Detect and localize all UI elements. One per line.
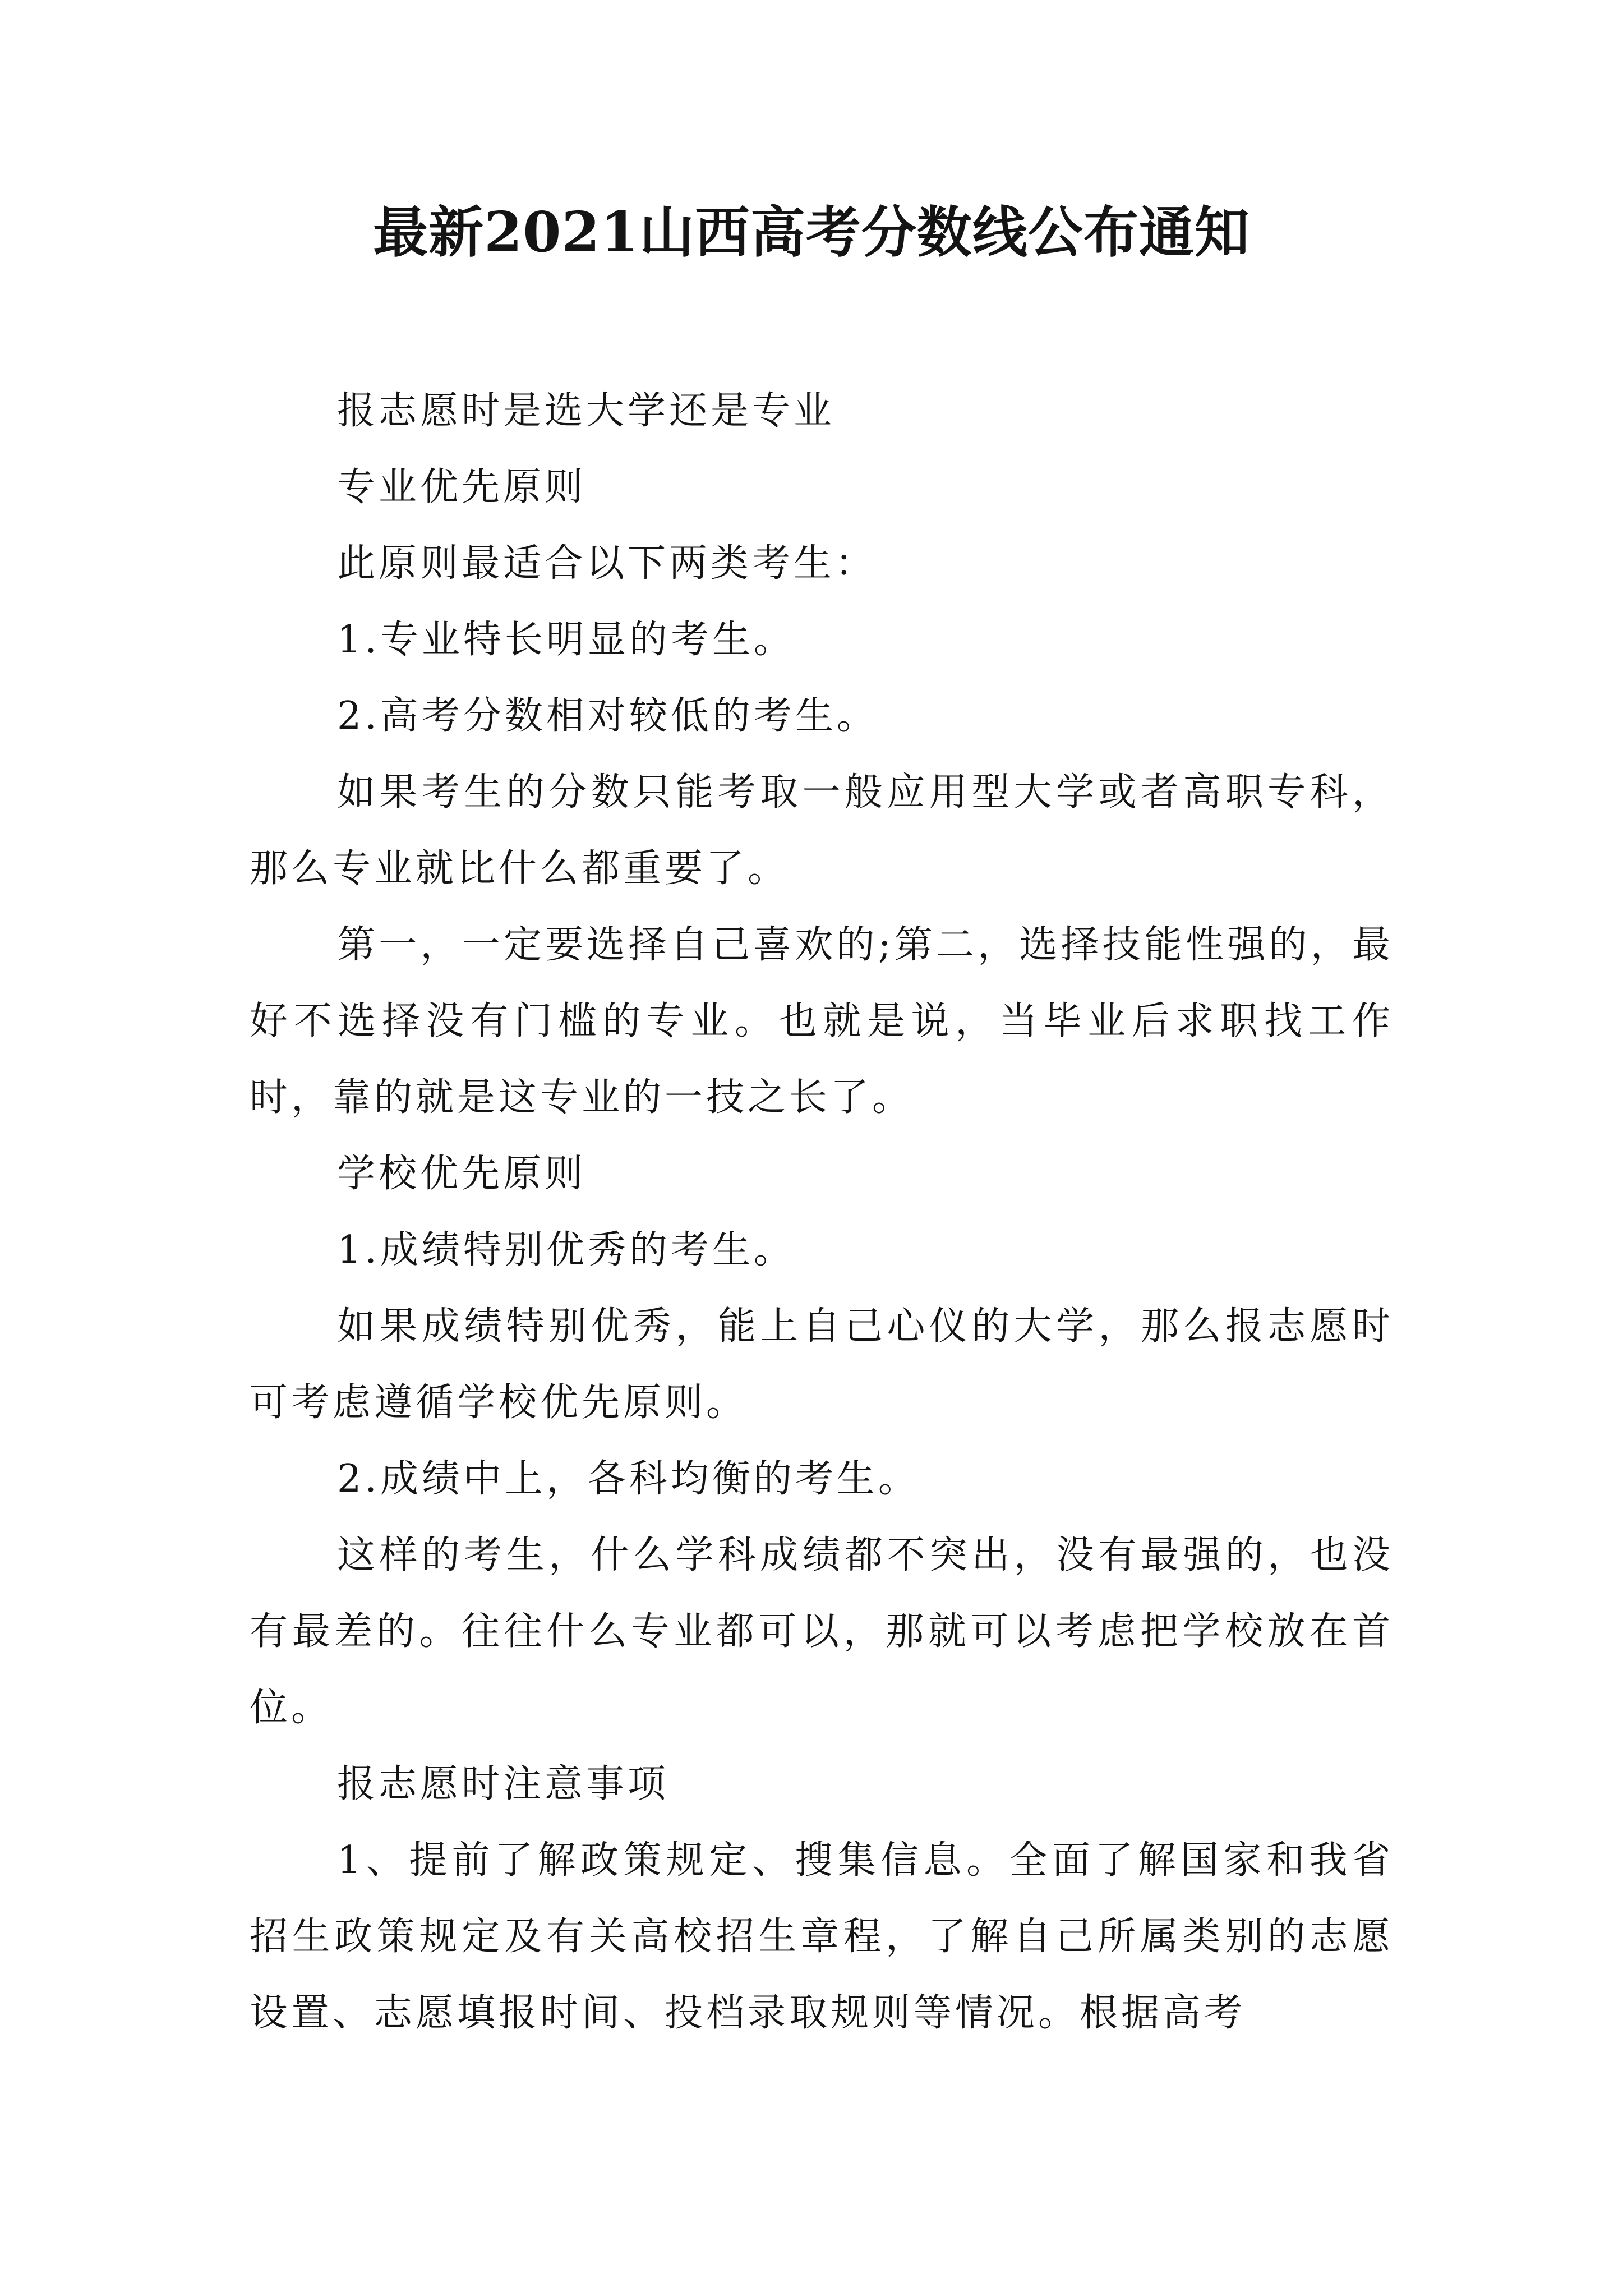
paragraph-two-types-intro: 此原则最适合以下两类考生： [337,541,877,586]
list-item-balanced-students: 2.成绩中上，各科均衡的考生。 [337,1457,920,1501]
heading-school-first-principle: 学校优先原则 [337,1152,587,1196]
paragraph-balanced-students-advice: 这样的考生，什么学科成绩都不突出，没有最强的，也没有最差的。往往什么专业都可以，那就可以考虑把学校放在首位。 [250,1533,1394,1730]
document-body [250,373,1394,2051]
heading-volunteer-notes: 报志愿时注意事项 [337,1762,670,1806]
list-item-excellent-students: 1.成绩特别优秀的考生。 [337,1228,795,1272]
paragraph-excellent-students-advice: 如果成绩特别优秀，能上自己心仪的大学，那么报志愿时可考虑遵循学校优先原则。 [250,1304,1394,1425]
paragraph-major-importance: 如果考生的分数只能考取一般应用型大学或者高职专科，那么专业就比什么都重要了。 [250,770,1394,891]
heading-major-first-principle: 专业优先原则 [337,465,587,509]
paragraph-major-selection-advice: 第一，一定要选择自己喜欢的;第二，选择技能性强的，最好不选择没有门槛的专业。也就是说，当毕业后求职找工作时，靠的就是这专业的一技之长了。 [250,923,1394,1120]
paragraph-policy-research: 1、提前了解政策规定、搜集信息。全面了解国家和我省招生政策规定及有关高校招生章程，了解自己所属类别的志愿设置、志愿填报时间、投档录取规则等情况。根据高考 [250,1838,1394,2035]
list-item-low-score-students: 2.高考分数相对较低的考生。 [337,694,878,738]
list-item-specialty-students: 1.专业特长明显的考生。 [337,618,795,662]
paragraph-volunteer-choice-question: 报志愿时是选大学还是专业 [337,389,836,433]
document-title: 最新2021山西高考分数线公布通知 [373,200,1250,265]
